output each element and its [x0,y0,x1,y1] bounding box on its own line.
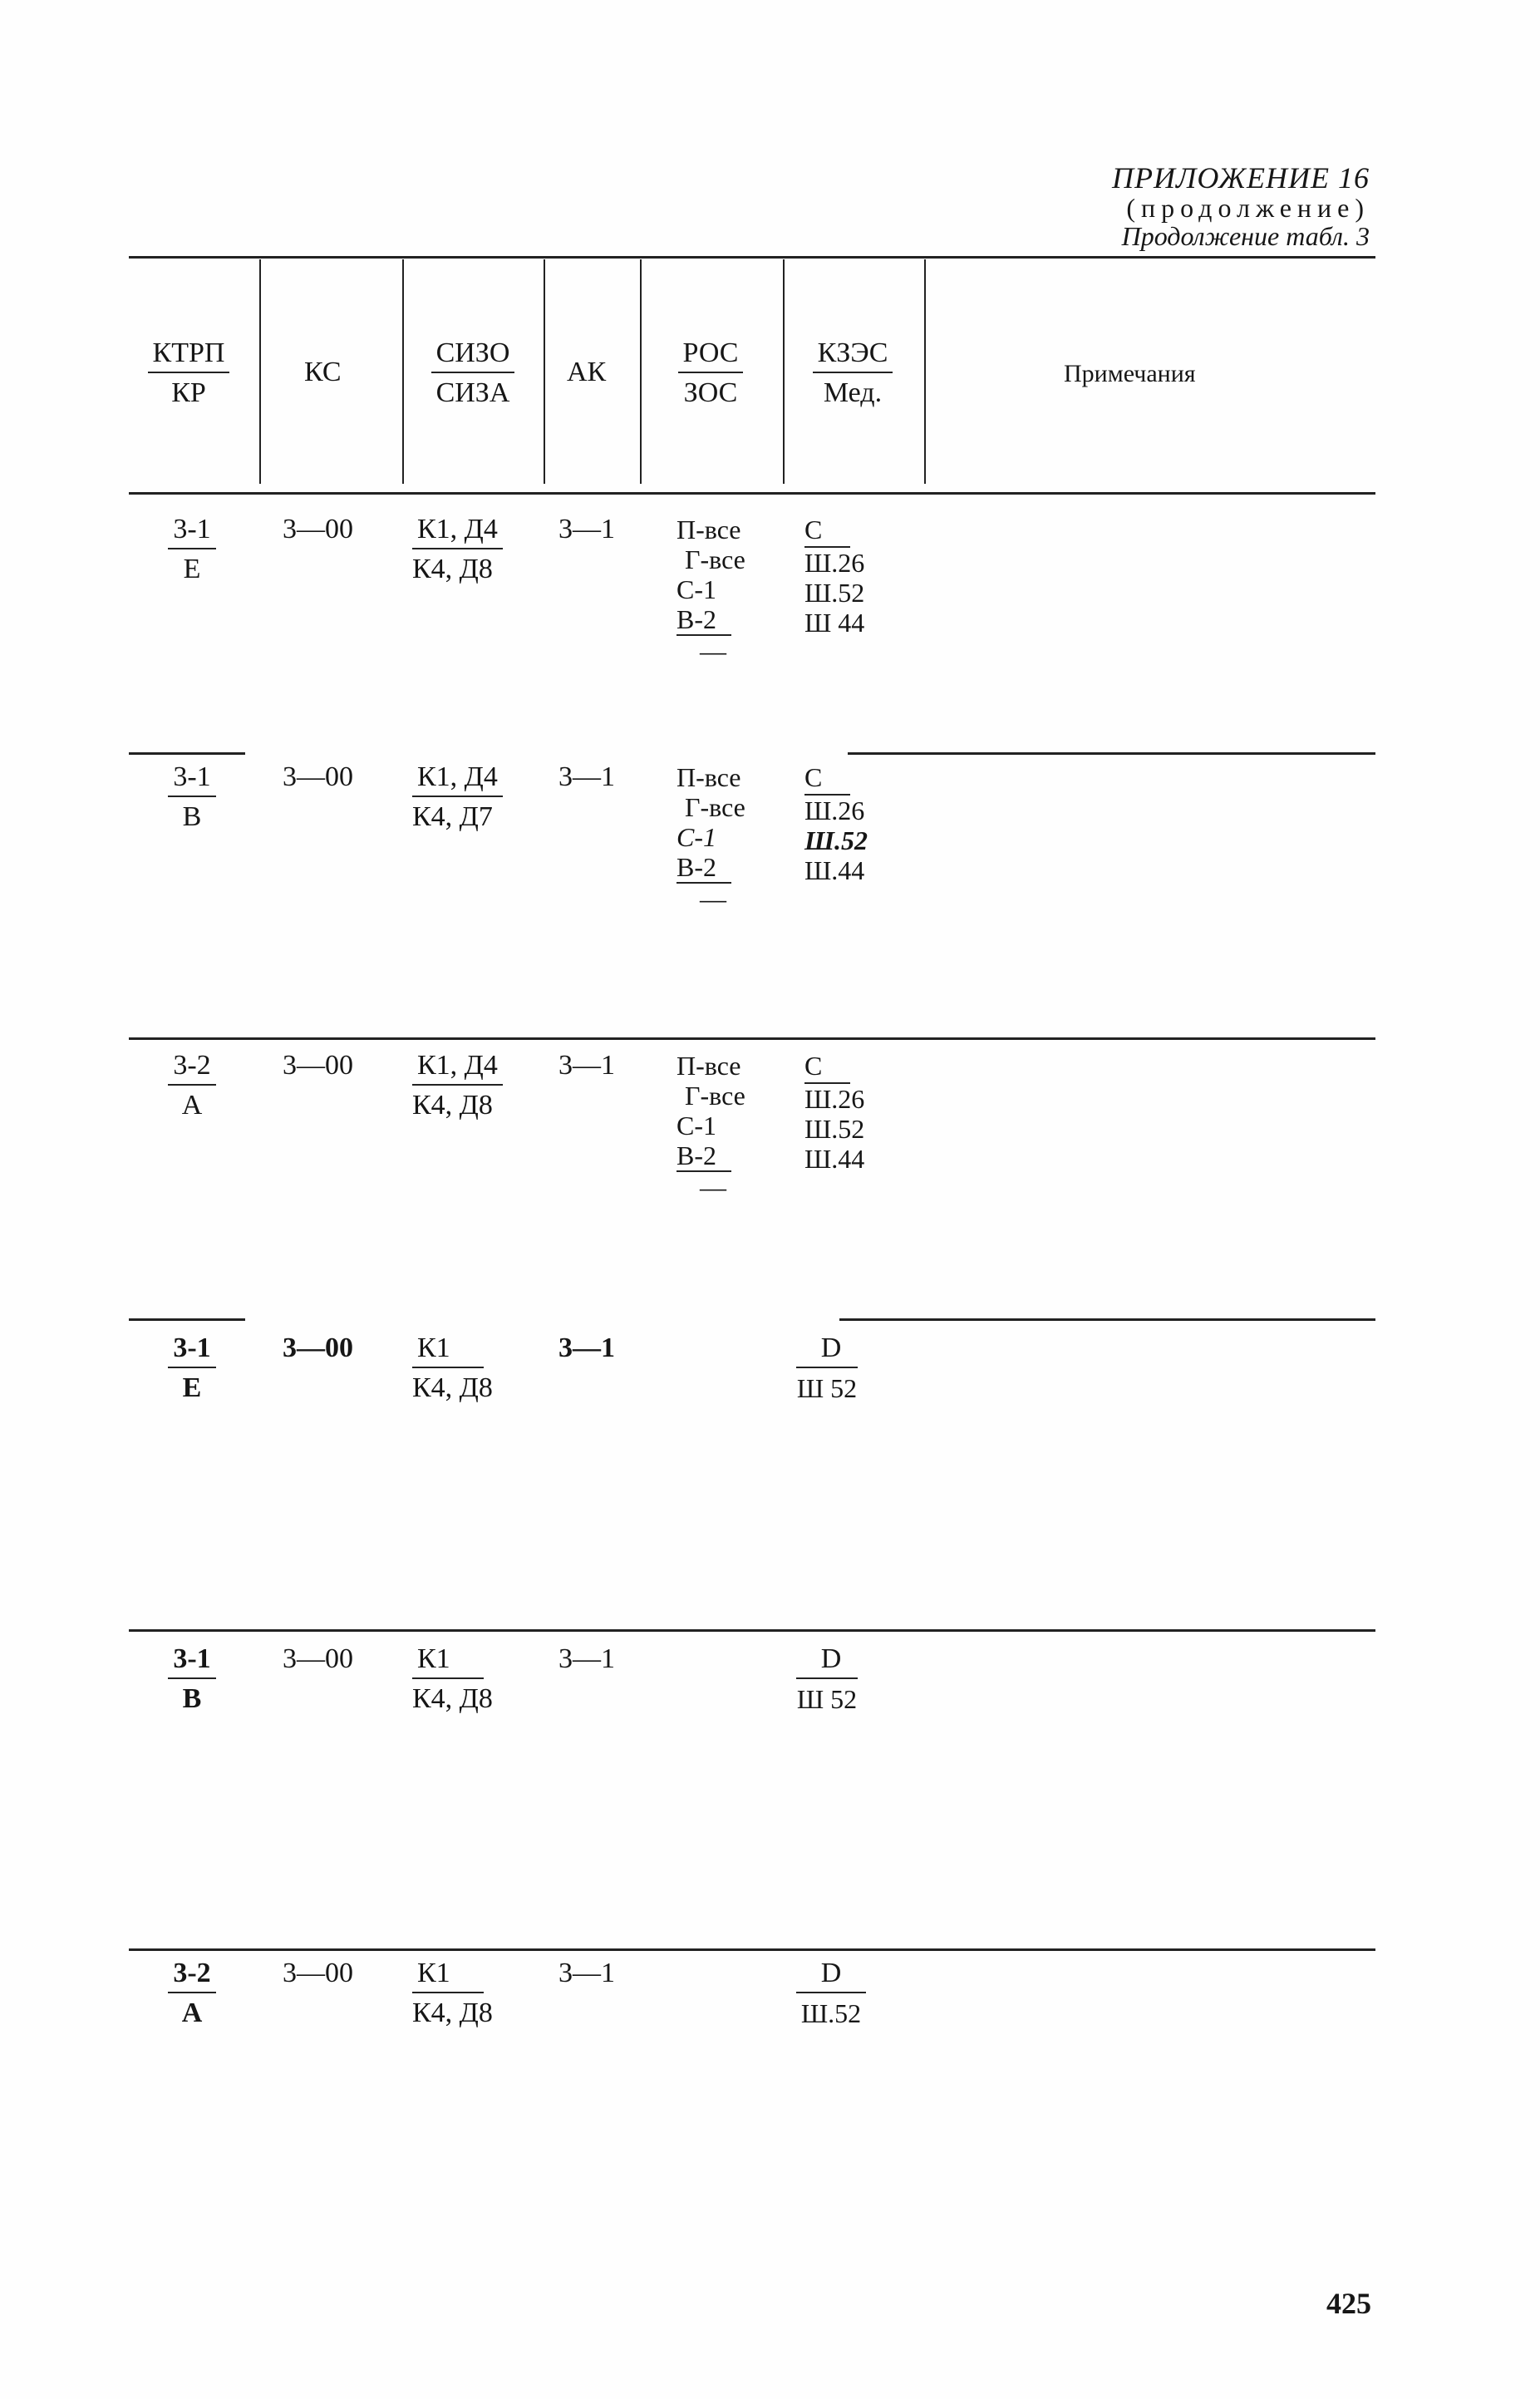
column-header-notes: Примечания [1064,360,1196,387]
sizo-value: К1, Д4 [412,513,503,549]
sizo-value: К1, Д4 [412,1049,503,1086]
ros-item: Г-все [685,792,745,822]
kr-value: Е [182,1372,202,1403]
row-separator [129,1948,1375,1951]
row5-kzes [777,1643,877,1716]
ktrp-value: 3-2 [168,1049,215,1086]
row-separator [129,1629,1375,1632]
kzes-item: Ш.44 [804,1144,865,1174]
kzes-bottom: Ш 52 [796,1684,858,1714]
ros-item: С-1 [677,822,716,852]
ros-item: Г-все [685,544,745,574]
ros-item: В-2 [677,1140,731,1172]
row1-ks: 3—00 [283,514,353,544]
kzes-bottom: Ш 52 [796,1373,858,1403]
row6-ktrp [155,1957,229,2030]
column-header-ks: КС [304,357,342,387]
page-number: 425 [1326,2287,1371,2320]
table-top-rule [129,256,1375,259]
zos-value: — [700,1172,726,1202]
siza-value: К4, Д8 [412,554,493,584]
row1-kzes [804,515,864,638]
appendix-title: ПРИЛОЖЕНИЕ 16 [1112,161,1370,195]
kzes-item: Ш 44 [804,608,865,638]
zos-value: — [700,884,726,914]
row4-ktrp [155,1332,229,1405]
row1-sizo [412,513,503,586]
row5-ktrp [155,1643,229,1716]
ros-item: Г-все [685,1081,745,1111]
sizo-value: К1 [412,1643,484,1679]
kzes-top: С [804,762,850,796]
kzes-item: Ш.26 [804,1084,865,1114]
ros-item: П-все [677,515,741,544]
kr-value: В [182,801,202,832]
row-separator [129,1318,245,1321]
row3-ak: 3—1 [558,1050,615,1081]
row3-ks: 3—00 [283,1050,353,1081]
ktrp-numerator: КТРП [148,337,230,373]
column-divider [259,259,261,484]
table-continuation-label: Продолжение табл. 3 [1121,221,1370,251]
column-divider [402,259,404,484]
zos-value: — [700,636,726,666]
column-header-ktrp [126,337,251,410]
sizo-value: К1 [412,1957,484,1993]
row3-ros [677,1051,745,1202]
ktrp-value: 3-1 [168,513,215,549]
row1-ak: 3—1 [558,514,615,544]
row3-kzes [804,1051,864,1174]
kzes-item: Ш.52 [804,1114,865,1144]
ktrp-denominator: КР [171,377,206,408]
kzes-top: D [796,1332,859,1368]
row6-sizo [412,1957,493,2030]
ros-item: В-2 [677,604,731,636]
column-header-ak: АК [567,357,607,387]
kzes-top: D [796,1643,859,1679]
ros-item: П-все [677,1051,741,1081]
kzes-top: D [796,1957,867,1993]
row6-kzes [777,1957,885,2030]
ros-item: П-все [677,762,741,792]
kzes-item: Ш.26 [804,548,865,578]
siza-value: К4, Д7 [412,801,493,832]
siza-value: К4, Д8 [412,1090,493,1121]
column-header-kzes [786,337,919,410]
column-divider [924,259,926,484]
ros-item: В-2 [677,852,731,884]
row2-ros [677,762,745,914]
row2-sizo [412,761,503,834]
kzes-numerator: КЗЭС [813,337,893,373]
kzes-item: Ш.44 [804,855,865,885]
row3-sizo [412,1049,503,1122]
kzes-item: Ш.52 [804,825,868,855]
siza-value: К4, Д8 [412,1998,493,2028]
row4-ak: 3—1 [558,1333,615,1363]
ros-item: С-1 [677,1111,716,1140]
row2-kzes [804,762,868,885]
kzes-item: Ш.52 [804,578,865,608]
kr-value: А [181,1090,203,1121]
ros-denominator: ЗОС [683,377,738,408]
row3-ktrp [155,1049,229,1122]
ktrp-value: 3-2 [168,1957,215,1993]
row-separator [839,1318,1375,1321]
column-divider [544,259,545,484]
continuation-label: (продолжение) [1126,193,1370,223]
kzes-item: Ш.26 [804,796,865,825]
sizo-denominator: СИЗА [435,377,510,408]
row5-ak: 3—1 [558,1643,615,1674]
kr-value: А [181,1998,203,2028]
row-separator [848,752,1375,755]
row2-ktrp [155,761,229,834]
siza-value: К4, Д8 [412,1372,493,1403]
sizo-value: К1 [412,1332,484,1368]
row1-ktrp [155,513,229,586]
kr-value: Е [183,554,201,584]
row6-ks: 3—00 [283,1958,353,1988]
row2-ak: 3—1 [558,761,615,792]
kzes-top: С [804,1051,850,1084]
row-separator [129,752,245,755]
column-header-ros [648,337,773,410]
row1-ros [677,515,745,666]
row4-ks: 3—00 [283,1333,353,1363]
column-divider [783,259,785,484]
kzes-denominator: Мед. [823,377,883,408]
siza-value: К4, Д8 [412,1683,493,1714]
row-separator [129,1037,1375,1040]
column-divider [640,259,642,484]
row2-ks: 3—00 [283,761,353,792]
row5-sizo [412,1643,493,1716]
table-header-rule [129,492,1375,495]
row4-kzes [777,1332,877,1405]
column-header-sizo [411,337,535,410]
ros-item: С-1 [677,574,716,604]
ktrp-value: 3-1 [168,1643,215,1679]
kzes-bottom: Ш.52 [800,1998,862,2028]
sizo-value: К1, Д4 [412,761,503,797]
row4-sizo [412,1332,493,1405]
ktrp-value: 3-1 [168,1332,215,1368]
sizo-numerator: СИЗО [431,337,515,373]
kzes-top: С [804,515,850,548]
ktrp-value: 3-1 [168,761,215,797]
ros-numerator: РОС [678,337,744,373]
row5-ks: 3—00 [283,1643,353,1674]
kr-value: В [182,1683,202,1714]
row6-ak: 3—1 [558,1958,615,1988]
